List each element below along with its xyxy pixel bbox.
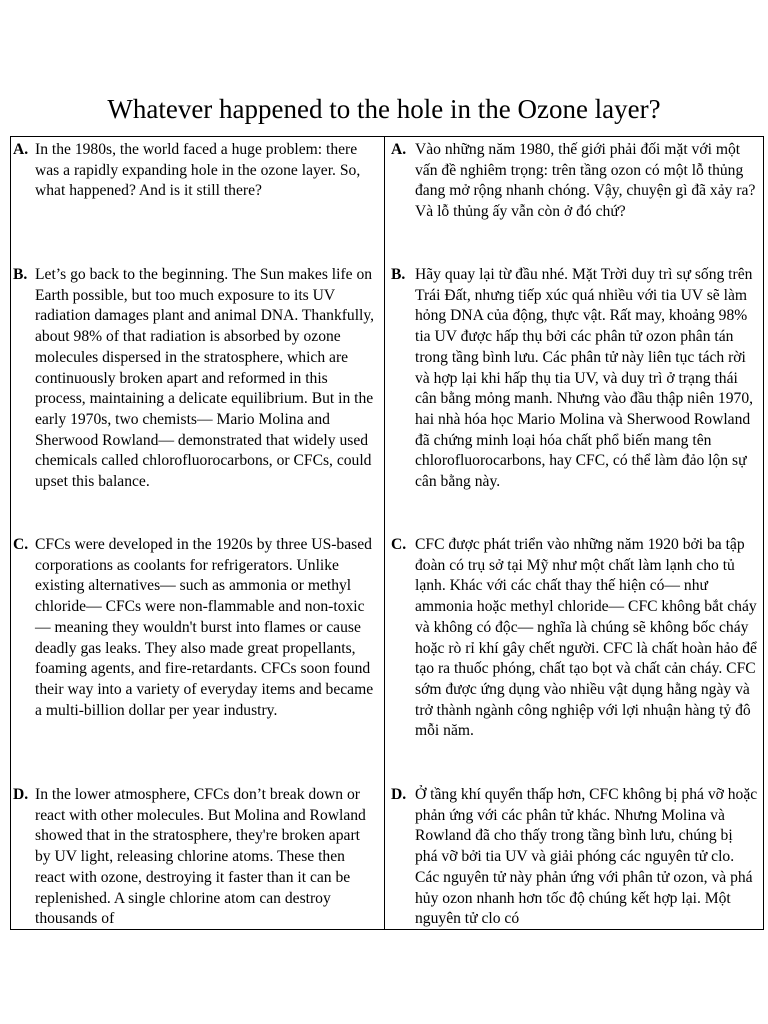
paragraph-letter: B. bbox=[13, 266, 28, 283]
english-paragraph-a bbox=[11, 140, 384, 202]
paragraph-text: Hãy quay lại từ đầu nhé. Mặt Trời duy trì sự sống trên Trái Đất, nhưng tiếp xúc quá nhiều với tia UV sẽ làm hỏng DNA của động, thực vật. Rất may, khoảng 98% tia UV được hấp thụ bởi các phân tử ozon phân tán trong tầng bình lưu. Các phân tử này liên tục tách rời và hợp lại khi hấp thụ tia UV, và duy trì ở trạng thái cân bằng mỏng manh. Nhưng vào đầu thập niên 1970, hai nhà hóa học Mario Molina và Sherwood Rowland đã chứng minh loại hóa chất phổ biến mang tên chlorofluorocarbons, hay CFC, có thể làm đảo lộn sự cân bằng này. bbox=[415, 266, 754, 491]
paragraph-letter: C. bbox=[13, 536, 29, 553]
paragraph-letter: A. bbox=[391, 141, 407, 158]
paragraph-text: Let’s go back to the beginning. The Sun makes life on Earth possible, but too much exposure to its UV radiation damages plant and animal DNA. Thankfully, about 98% of that radiation is absorbed by ozone molecules dispersed in the stratosphere, which are continuously broken apart and reformed in this process, maintaining a delicate equilibrium. But in the early 1970s, two chemists— Mario Molina and Sherwood Rowland— demonstrated that widely used chemicals called chlorofluorocarbons, or CFCs, could upset this balance. bbox=[35, 266, 375, 491]
paragraph-text: Ở tầng khí quyển thấp hơn, CFC không bị phá vỡ hoặc phản ứng với các phân tử khác. Nhưng Molina và Rowland đã cho thấy trong tầng bình lưu, chúng bị phá vỡ bởi tia UV và giải phóng các nguyên tử clo. Các nguyên tử này phản ứng với phân tử ozon, và phá hủy ozon nhanh hơn tốc độ chúng kết hợp lại. Một nguyên tử clo có bbox=[415, 786, 758, 928]
english-paragraph-b bbox=[11, 265, 384, 493]
paragraph-text: In the 1980s, the world faced a huge problem: there was a rapidly expanding hole in the ozone layer. So, what happened? And is it still there? bbox=[35, 141, 361, 200]
paragraph-letter: B. bbox=[391, 266, 406, 283]
paragraph-text: In the lower atmosphere, CFCs don’t break down or react with other molecules. But Molina and Rowland showed that in the stratosphere, they're broken apart by UV light, releasing chlorine atoms. These then react with ozone, destroying it faster than it can be replenished. A single chlorine atom can destroy thousands of bbox=[35, 786, 366, 928]
english-column bbox=[11, 137, 385, 929]
vietnamese-paragraph-b bbox=[385, 265, 763, 493]
vietnamese-paragraph-d bbox=[385, 785, 763, 930]
paragraph-text: CFCs were developed in the 1920s by three US-based corporations as coolants for refrigerators. Unlike existing alternatives— such as ammonia or methyl chloride— CFCs were non-flammable and non-toxic— meaning they wouldn't burst into flames or cause deadly gas leaks. They also made great propellants, foaming agents, and fire-retardants. CFCs soon found their way into a variety of everyday items and became a multi-billion dollar per year industry. bbox=[35, 536, 374, 719]
vietnamese-paragraph-a bbox=[385, 140, 763, 223]
paragraph-letter: D. bbox=[391, 786, 407, 803]
english-paragraph-c bbox=[11, 535, 384, 721]
paragraph-letter: C. bbox=[391, 536, 407, 553]
vietnamese-paragraph-c bbox=[385, 535, 763, 742]
page-title: Whatever happened to the hole in the Ozone layer? bbox=[107, 94, 661, 124]
english-paragraph-d bbox=[11, 785, 384, 930]
paragraph-letter: A. bbox=[13, 141, 29, 158]
paragraph-text: CFC được phát triển vào những năm 1920 bởi ba tập đoàn có trụ sở tại Mỹ như một chất làm lạnh cho tủ lạnh. Khác với các chất thay thế hiện có— như ammonia hoặc methyl chloride— CFC không bắt cháy và không có độc— nghĩa là chúng sẽ không bốc cháy hoặc rò rỉ khí gây chết người. CFC là chất hoàn hảo để tạo ra thuốc phóng, chất tạo bọt và chất cản cháy. CFC sớm được ứng dụng vào nhiều vật dụng hằng ngày và trở thành ngành công nghiệp với lợi nhuận hàng tỷ đô mỗi năm. bbox=[415, 536, 757, 740]
paragraph-letter: D. bbox=[13, 786, 29, 803]
vietnamese-column bbox=[385, 137, 763, 929]
paragraph-text: Vào những năm 1980, thế giới phải đối mặt với một vấn đề nghiêm trọng: trên tầng ozon có một lỗ thủng đang mở rộng nhanh chóng. Vậy, chuyện gì đã xảy ra? Và lỗ thủng ấy vẫn còn ở đó chứ? bbox=[415, 141, 756, 221]
bilingual-table bbox=[10, 136, 764, 930]
